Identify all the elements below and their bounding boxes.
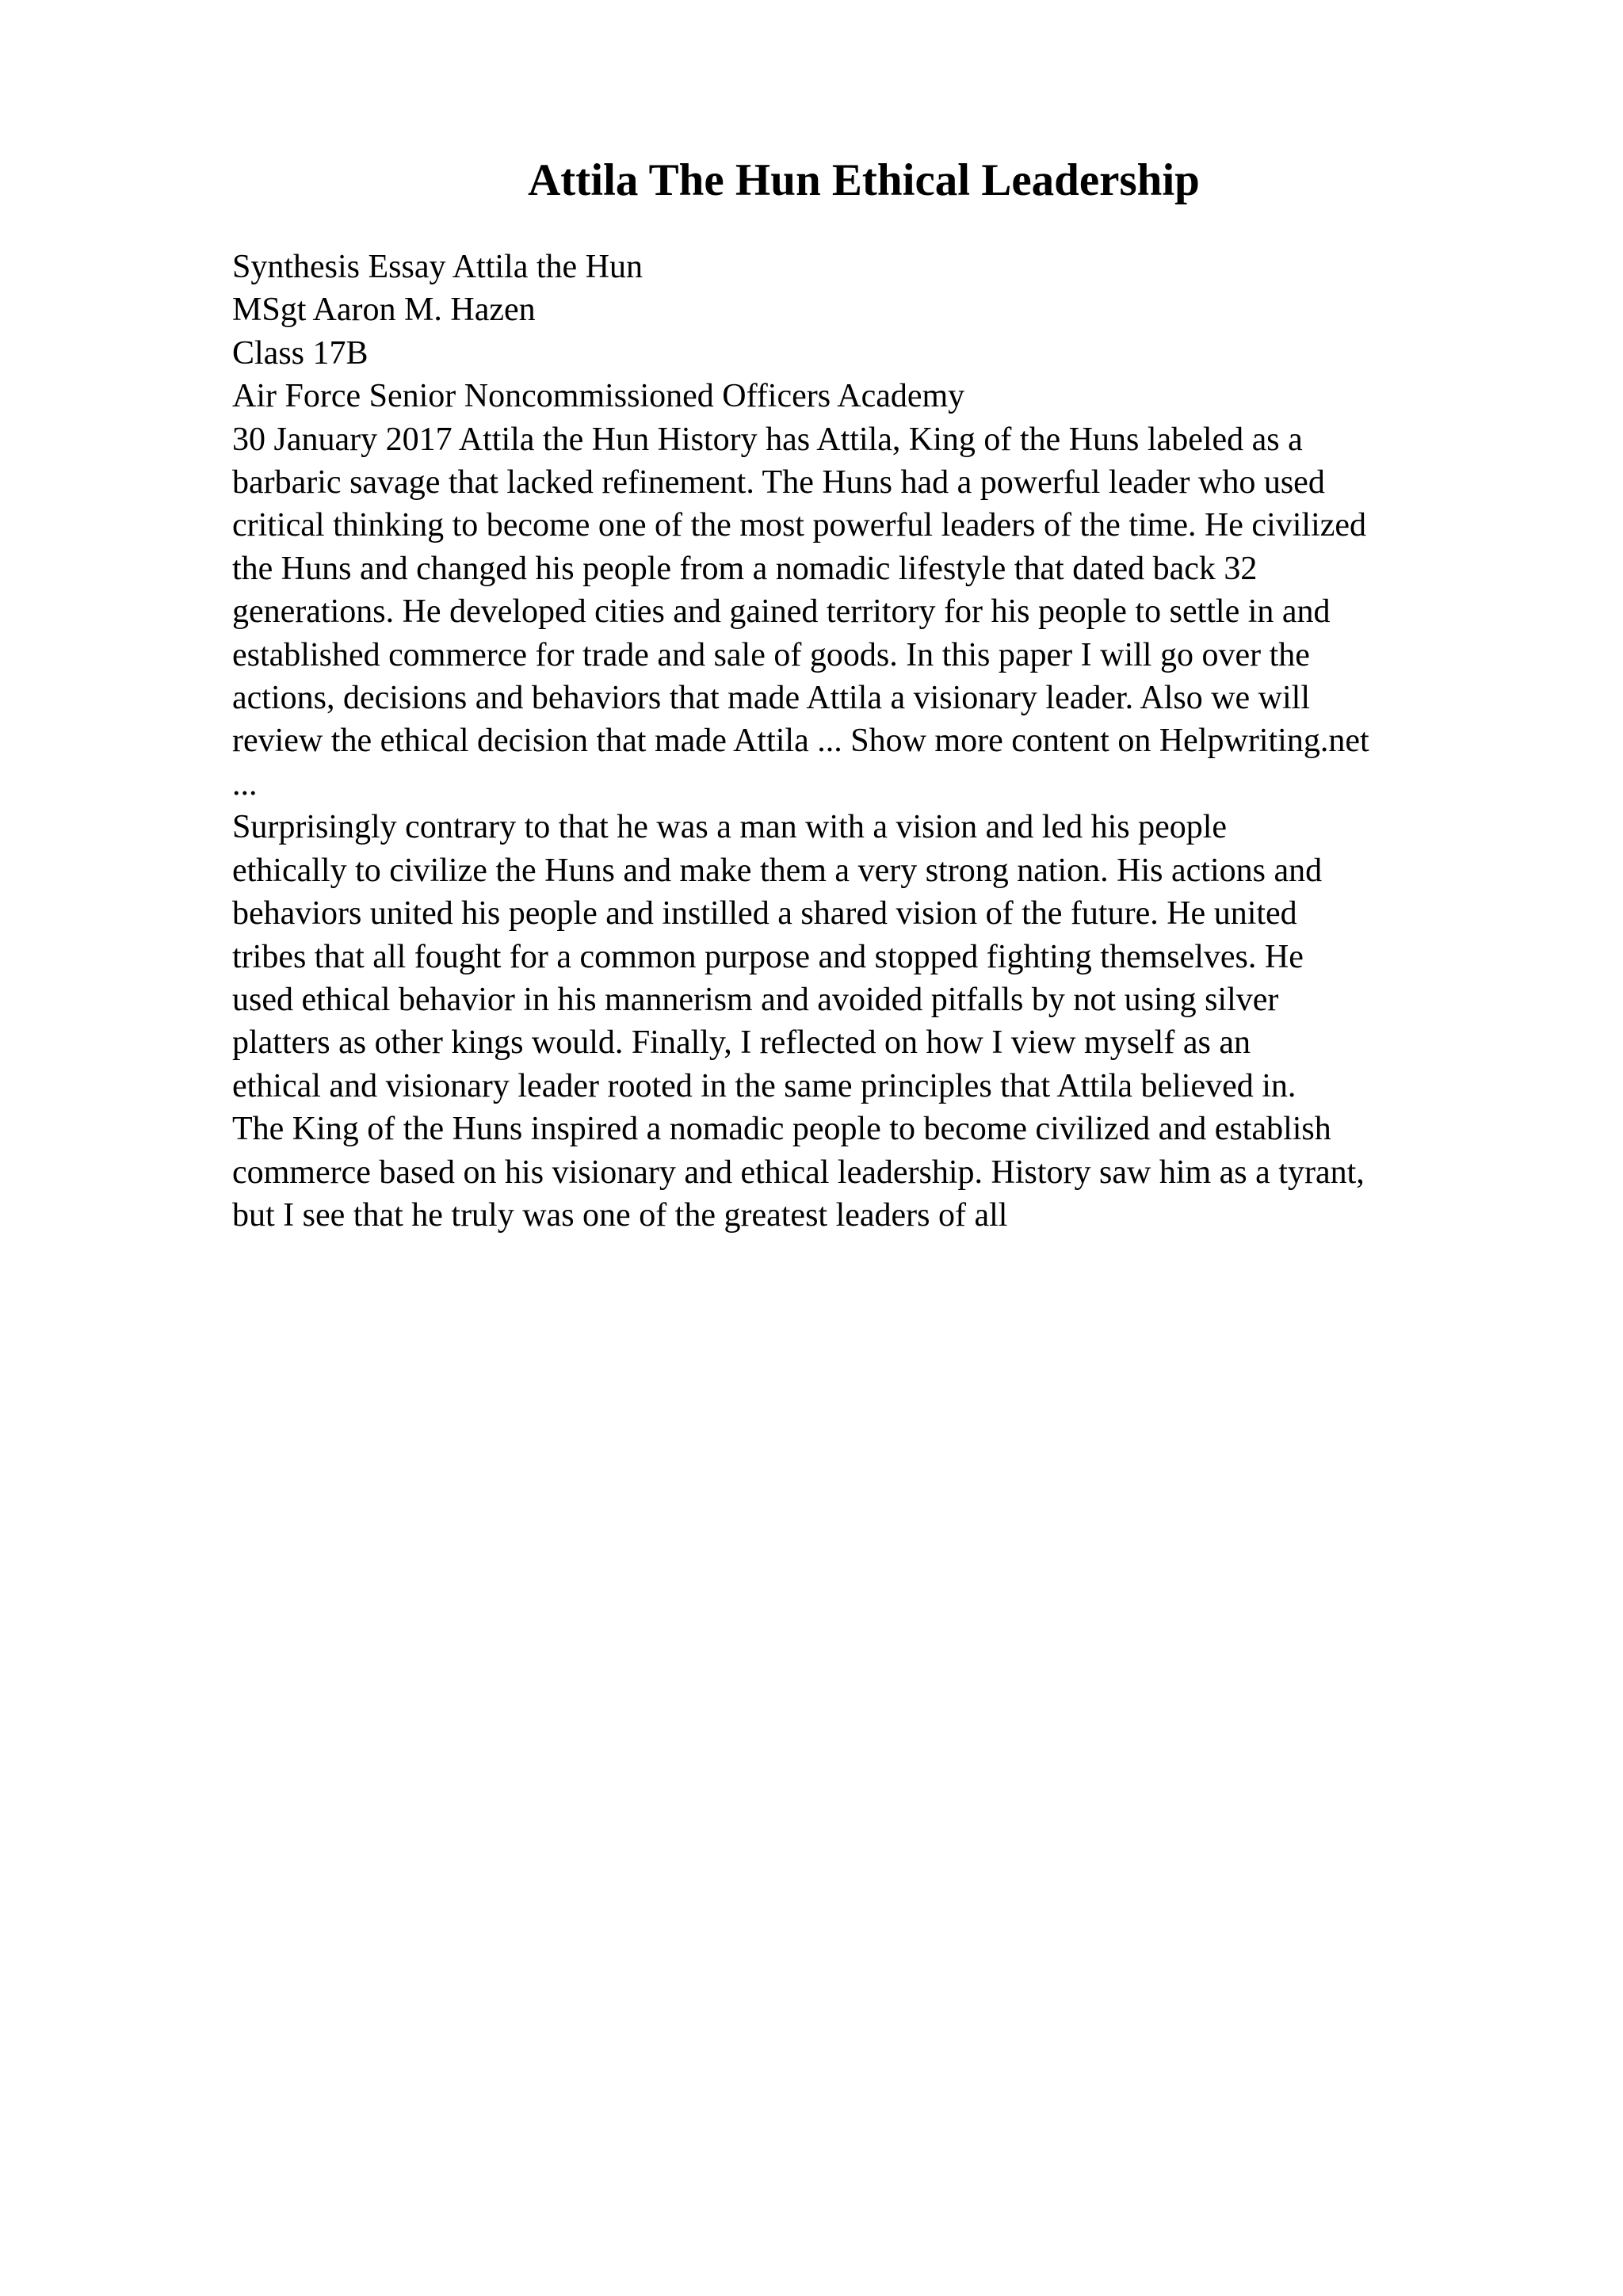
text-line: behaviors united his people and instilled a shared vision of the future. He united [232,895,1297,933]
text-line: MSgt Aaron M. Hazen [232,292,536,329]
document-body [232,246,1623,1237]
text-line: Synthesis Essay Attila the Hun [232,249,643,285]
text-line: used ethical behavior in his mannerism and avoided pitfalls by not using silver [232,981,1279,1018]
text-line: tribes that all fought for a common purpose and stopped fighting themselves. He [232,938,1304,975]
document-title: Attila The Hun Ethical Leadership [528,155,1200,205]
text-line: Surprisingly contrary to that he was a man with a vision and led his people [232,809,1228,846]
text-line: Class 17B [232,334,369,372]
text-line: barbaric savage that lacked refinement. The Huns had a powerful leader who used [232,464,1325,502]
text-line: platters as other kings would. Finally, I reflected on how I view myself as an [232,1024,1251,1062]
text-line: but I see that he truly was one of the greatest leaders of all [232,1196,1008,1234]
text-line: actions, decisions and behaviors that made Attila a visionary leader. Also we will [232,680,1311,717]
text-line: The King of the Huns inspired a nomadic people to become civilized and establish [232,1111,1331,1148]
text-line: commerce based on his visionary and ethical leadership. History saw him as a tyrant, [232,1154,1365,1191]
text-line: established commerce for trade and sale of goods. In this paper I will go over the [232,636,1310,673]
text-line: Air Force Senior Noncommissioned Officers Academy [232,378,965,415]
text-line: ... [232,765,258,803]
text-line: generations. He developed cities and gained territory for his people to settle in and [232,593,1331,631]
text-line: critical thinking to become one of the most powerful leaders of the time. He civilized [232,507,1367,544]
text-line: 30 January 2017 Attila the Hun History has Attila, King of the Huns labeled as a [232,421,1303,458]
text-line: ethical and visionary leader rooted in the same principles that Attila believed in. [232,1067,1296,1104]
text-line: review the ethical decision that made Attila ... Show more content on Helpwriting.net [232,723,1369,760]
text-line: ethically to civilize the Huns and make them a very strong nation. His actions and [232,852,1323,889]
text-line: the Huns and changed his people from a nomadic lifestyle that dated back 32 [232,550,1258,587]
